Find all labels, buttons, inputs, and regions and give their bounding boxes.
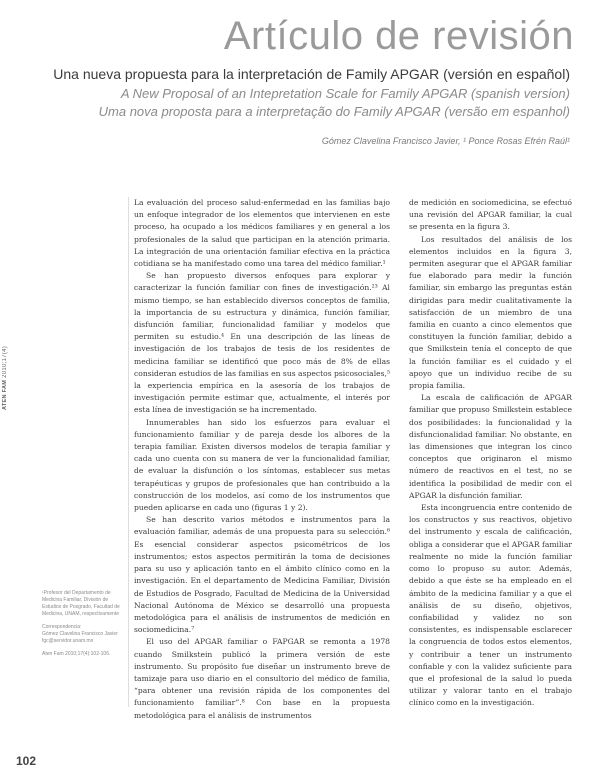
body-paragraph: de medición en sociomedicina, se efectuó una revisión del APGAR familiar, la cual se presenta en la figura 3. bbox=[409, 198, 572, 232]
correspondence-label: Correspondencia: bbox=[42, 624, 82, 630]
citation-note: Aten Fam 2010;17(4):102-106. bbox=[42, 651, 111, 657]
body-paragraph: La escala de calificación de APGAR familiar que propuso Smilkstein establece dos posibilidades: la funcionalidad y la disfuncionalidad familiar. No obstante, en las dimensiones que integran los cinco conceptos que originaron el mismo número de reactivos en el test, no se identifica la posibilidad de medir con el APGAR la disfunción familiar. bbox=[409, 393, 572, 500]
footnotes-block bbox=[42, 590, 128, 664]
section-title: Artículo de revisión bbox=[223, 14, 574, 58]
correspondence-name: Gómez Clavelina Francisco Javier bbox=[42, 631, 118, 637]
correspondence-note bbox=[42, 624, 128, 645]
column-divider bbox=[128, 197, 129, 707]
author-line: Gómez Clavelina Francisco Javier, ¹ Ponce Rosas Efrén Raúl¹ bbox=[321, 136, 570, 146]
body-paragraph: Esta incongruencia entre contenido de los constructos y sus reactivos, objetivo del instrumento y escala de calificación, obliga a considerar que el APGAR familiar realmente no mide la función familiar como lo propuso su autor. Además, debido a que éste se ha empleado en el ámbito de la medicina familiar y a que el análisis de su diseño, objetivos, confiabilidad y validez no son consistentes, es indispensable esclarecer la congruencia de todos estos elementos, y contribuir a tener un instrumento confiable y con la validez suficiente para que el profesional de la salud lo pueda utilizar y valorar tanto en el trabajo clínico como en la investigación. bbox=[409, 503, 572, 708]
side-journal-reference bbox=[2, 290, 14, 410]
body-paragraph: El uso del APGAR familiar o FAPGAR se remonta a 1978 cuando Smilkstein publicó la primera versión de este instrumento. Su propósito fue diseñar un instrumento breve de tamizaje para uso diario en el consultorio del médico de familia, “para obtener una revisión rápida de los componentes del funcionamiento familiar”.⁸ Con base en la propuesta metodológica para el análisis de instrumentos bbox=[134, 637, 390, 720]
correspondence-email[interactable]: fgc@servidor.unam.mx bbox=[42, 638, 94, 644]
side-journal-label: ATEN FAM bbox=[2, 379, 8, 410]
body-paragraph: Los resultados del análisis de los elementos incluidos en la figura 3, permiten asegurar que el APGAR familiar fue elaborado para medir la función familiar, sin embargo las preguntas están dirigidas para medir cualitativamente la satisfacción de un miembro de una familia en cuanto a cinco elementos que constituyen la función familiar, debido a que Smilkstein tenía el concepto de que la función familiar es el cuidado y el apoyo que un individuo recibe de su propia familia. bbox=[409, 234, 572, 391]
body-column-left bbox=[134, 197, 390, 722]
article-title-spanish: Una nueva propuesta para la interpretación de Family APGAR (versión en español) bbox=[53, 66, 570, 82]
page-number: 102 bbox=[16, 754, 37, 768]
affiliation-note: ¹Profesor del Departamento de Medicina Familiar, División de Estudios de Posgrado, Facultad de Medicina, UNAM, respectivamente bbox=[42, 590, 120, 617]
body-paragraph: Innumerables han sido los esfuerzos para evaluar el funcionamiento familiar y de pareja desde los albores de la terapia familiar. Existen diversos modelos de terapia familiar y cada uno cuenta con su manera de ver la funcionalidad familiar, de evaluar la disfunción o los síntomas, establecer sus metas terapéuticas y grupos de profesionales que han contribuido a la construcción de los modelos, así como de los instrumentos que pueden aplicarse en cada uno (figuras 1 y 2). bbox=[134, 417, 390, 513]
side-journal-ref: 2010;17(4) bbox=[2, 345, 8, 378]
article-title-portuguese: Uma nova proposta para a interpretação do Family APGAR (versão em espanhol) bbox=[98, 104, 570, 119]
body-paragraph: Se han descrito varios métodos e instrumentos para la evaluación familiar, además de una propuesta para su selección.⁶ Es esencial considerar aspectos psicométricos de los instrumentos; estos aspectos permitirán la toma de decisiones para su uso y aplicación tanto en el ámbito clínico como en la investigación. En el departamento de Medicina Familiar, División de Estudios de Posgrado, Facultad de Medicina de la Universidad Nacional Autónoma de México se desarrolló una propuesta metodológica para el análisis de instrumentos de medición en sociomedicina.⁷ bbox=[134, 515, 390, 635]
body-paragraph: La evaluación del proceso salud-enfermedad en las familias bajo un enfoque integrador de los elementos que intervienen en este proceso, ha ocupado a los médicos familiares y en general a los profesionales de la salud que participan en la atención primaria. La integración de una orientación familiar efectiva en la práctica cotidiana se ha manifestado como una tarea del médico familiar.¹ bbox=[134, 198, 390, 269]
body-column-right bbox=[409, 197, 572, 710]
article-title-english: A New Proposal of an Intepretation Scale for Family APGAR (spanish version) bbox=[120, 86, 570, 101]
body-paragraph: Se han propuesto diversos enfoques para explorar y caracterizar la función familiar con fines de investigación.²³ Al mismo tiempo, se han establecido diversos conceptos de familia, la importancia de su estructura y dinámica, función familiar, disfunción familiar, funcionalidad familiar y modelos que permiten su estudio.⁴ En una descripción de las líneas de investigación de los trabajos de tesis de los residentes de medicina familiar se identificó que poco más de 8% de ellas consideran estudios de las familias en sus aspectos psicosociales,⁵ la experiencia empírica en la asesoría de los trabajos de investigación permite estimar que, actualmente, el interés por esta línea de investigación se ha incrementado. bbox=[134, 271, 390, 415]
